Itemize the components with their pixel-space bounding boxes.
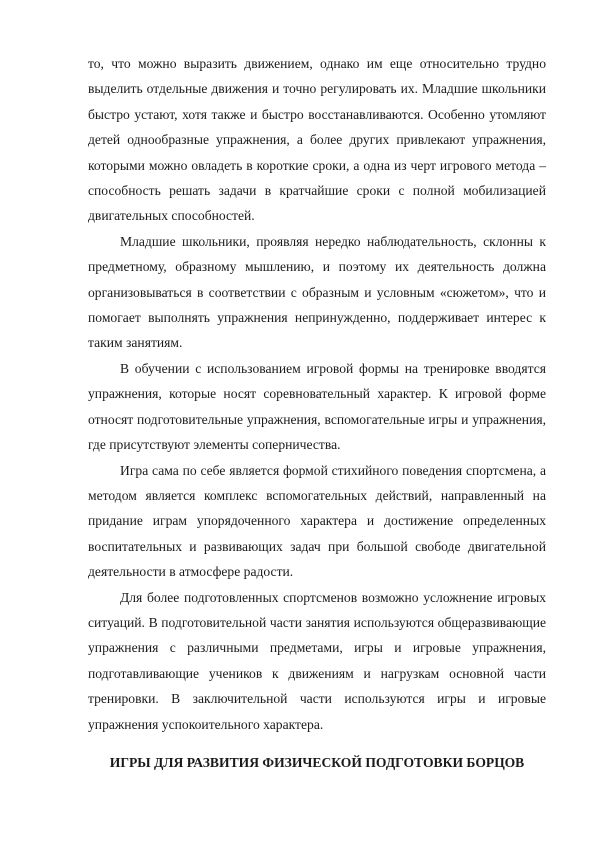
paragraph-1: то, что можно выразить движением, однако им еще относительно трудно выделить отдельные движения и точно регулировать их. Младшие школьники быстро устают, хотя также и быстро восстанавливаются. Особенно утомляют детей однообразные упражнения, а более других привлекают упражнения, которыми можно овладеть в короткие сроки, а одна из черт игрового метода – способность решать задачи в кратчайшие сроки с полной мобилизацией двигательных способностей. [88, 56, 546, 224]
document-body [88, 51, 546, 737]
paragraph-5: Для более подготовленных спортсменов возможно усложнение игровых ситуаций. В подготовительной части занятия используются общеразвивающие упражнения с различными предметами, игры и игровые упражнения, подготавливающие учеников к движениям и нагрузкам основной части тренировки. В заключительной части используются игры и игровые упражнения успокоительного характера. [88, 589, 546, 732]
section-heading: ИГРЫ ДЛЯ РАЗВИТИЯ ФИЗИЧЕСКОЙ ПОДГОТОВКИ БОРЦОВ [109, 755, 525, 770]
paragraph-3: В обучении с использованием игровой формы на тренировке вводятся упражнения, которые носят соревновательный характер. К игровой форме относят подготовительные упражнения, вспомогательные игры и упражнения, где присутствуют элементы соперничества. [88, 360, 546, 453]
paragraph-2: Младшие школьники, проявляя нередко наблюдательность, склонны к предметному, образному мышлению, и поэтому их деятельность должна организовываться в соответствии с образным и условным «сюжетом», что и помогает выполнять упражнения непринужденно, поддерживает интерес к таким занятиям. [88, 233, 546, 351]
paragraph-4: Игра сама по себе является формой стихийного поведения спортсмена, а методом является комплекс вспомогательных действий, направленный на придание играм упорядоченного характера и достижение определенных воспитательных и развивающих задач при большой свободе двигательной деятельности в атмосфере радости. [88, 462, 546, 580]
